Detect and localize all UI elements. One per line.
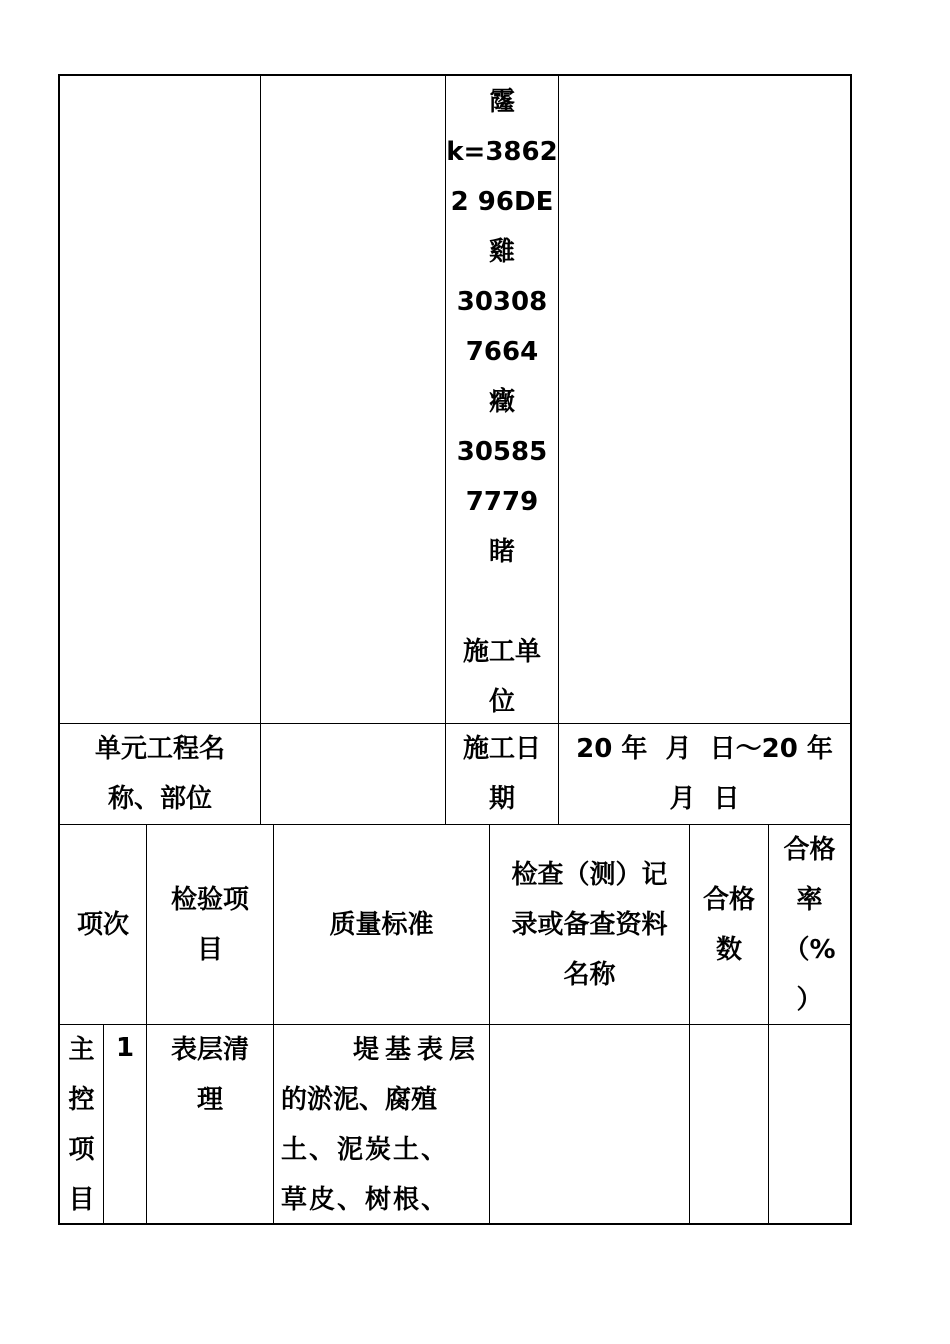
unit-name-label-2: 称、部位 — [107, 784, 212, 814]
construction-date-label-1: 施工日 — [462, 734, 541, 764]
col-divider-top-1 — [260, 74, 261, 824]
unit-name-label-1: 单元工程名 — [94, 734, 225, 764]
construction-date-value-cell — [559, 724, 850, 824]
col-divider-top-3 — [558, 74, 559, 824]
top-col3-line-3: 2 96DE — [450, 187, 554, 217]
row1-category-2: 控 — [68, 1085, 95, 1115]
row1-category-1: 主 — [68, 1035, 95, 1065]
header-inspection-item-2: 目 — [196, 934, 223, 965]
construction-unit-label-1: 施工单 — [462, 637, 541, 667]
header-qualified-count — [690, 825, 768, 1024]
header-record-name-3: 名称 — [563, 959, 616, 990]
top-col3-line-2: k=3862 — [446, 137, 558, 167]
row1-inspection-item-2: 理 — [196, 1085, 223, 1115]
header-inspection-item — [147, 825, 273, 1024]
construction-date-value-1: 20 年 月 日～20 年 — [576, 734, 833, 764]
header-qualified-rate-4: ） — [796, 984, 823, 1015]
top-col3-line-8: 30585 — [456, 437, 548, 467]
header-qualified-rate-2: 率 — [796, 884, 823, 915]
row1-quality-standard — [281, 1025, 481, 1223]
row1-category — [60, 1025, 103, 1223]
header-qualified-rate-1: 合格 — [783, 834, 836, 865]
row1-inspection-item-1: 表层清 — [170, 1035, 249, 1065]
row1-qualified-rate — [769, 1025, 850, 1223]
construction-date-value-2: 月 日 — [669, 784, 740, 814]
header-quality-standard-text: 质量标准 — [329, 909, 434, 940]
top-col3-stack — [446, 77, 557, 727]
top-col3-line-4: 雞 — [488, 237, 515, 267]
header-record-name — [490, 825, 689, 1024]
construction-unit-label-2: 位 — [488, 687, 515, 717]
row1-record-name — [490, 1025, 689, 1223]
row1-category-3: 项 — [68, 1135, 95, 1165]
top-col3-line-9: 7779 — [465, 487, 539, 517]
row1-qualified-count — [690, 1025, 768, 1223]
right-border — [850, 74, 852, 1225]
top-col3-line-5: 30308 — [456, 287, 548, 317]
unit-name-value-cell — [261, 724, 445, 824]
construction-date-label-2: 期 — [488, 784, 515, 814]
header-record-name-2: 录或备查资料 — [511, 909, 668, 940]
top-col3-line-6: 7664 — [465, 337, 539, 367]
row1-number — [104, 1025, 146, 1223]
construction-date-label-cell — [446, 724, 558, 824]
row1-standard-3: 土、泥炭土、 — [281, 1135, 450, 1165]
header-inspection-item-1: 检验项 — [170, 884, 249, 915]
header-qualified-rate-3: （% — [783, 934, 836, 965]
header-qualified-count-2: 数 — [715, 934, 742, 965]
header-item-no-text: 项次 — [76, 909, 129, 940]
header-record-name-1: 检查（测）记 — [511, 859, 668, 890]
top-col3-cell — [446, 76, 558, 723]
header-quality-standard — [274, 825, 489, 1024]
row1-standard-1: 堤基表层 — [352, 1035, 481, 1065]
row1-category-4: 目 — [68, 1185, 95, 1215]
unit-name-label-cell — [60, 724, 260, 824]
row1-number-text: 1 — [115, 1033, 135, 1063]
row1-standard-2: 的淤泥、腐殖 — [281, 1085, 438, 1115]
top-col3-line-7: 癥 — [488, 387, 515, 417]
row1-standard-4: 草皮、树根、 — [281, 1185, 450, 1215]
header-qualified-count-1: 合格 — [702, 884, 755, 915]
top-col3-line-10: 睹 — [488, 537, 515, 567]
header-qualified-rate — [769, 825, 850, 1024]
header-item-no — [60, 825, 146, 1024]
top-col3-line-1: 霳 — [488, 87, 515, 117]
row1-inspection-item — [147, 1025, 273, 1223]
